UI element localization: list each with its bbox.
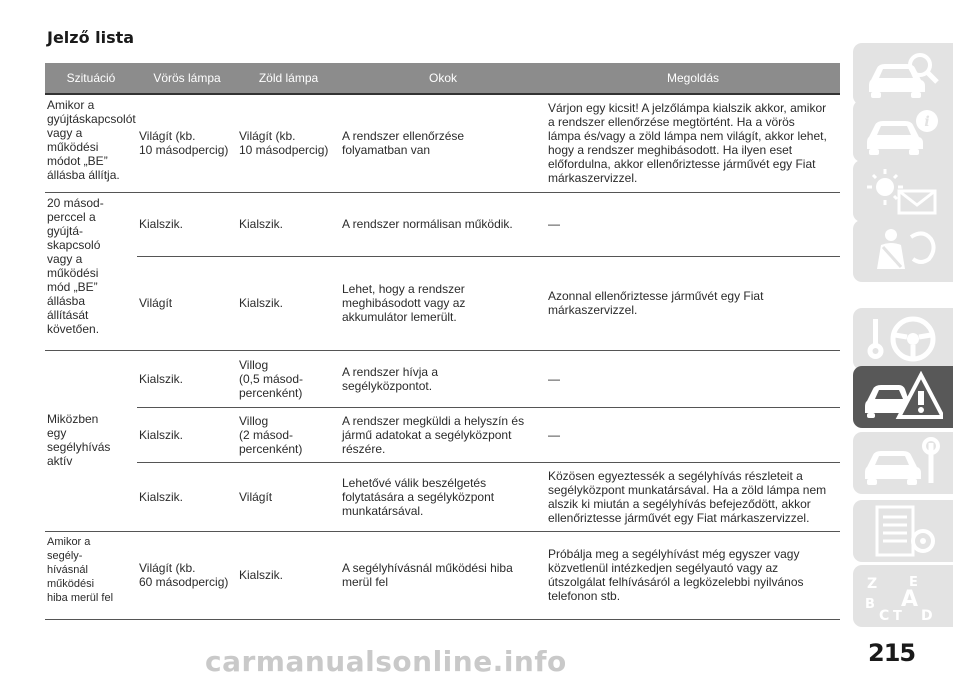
key-steering-wheel-icon bbox=[863, 313, 943, 365]
situation-cell: Amikor a gyújtáskapcsolót vagy a működési módot „BE” állásba állítja. bbox=[45, 94, 137, 193]
solution-cell: Próbálja meg a segélyhívást még egyszer vagy közvetlenül intézkedjen segélyautó vagy az útszolgálat felhívásáról a legközelebbi nyilvános telefonon stb. bbox=[546, 532, 840, 620]
red-lamp-cell: Kialszik. bbox=[137, 351, 237, 408]
watermark: carmanualsonline.info bbox=[205, 645, 567, 678]
tab-safety[interactable] bbox=[853, 220, 953, 282]
index-letter: C bbox=[879, 608, 890, 622]
car-wrench-icon bbox=[863, 437, 943, 489]
tab-car-info[interactable] bbox=[853, 100, 953, 162]
page-number: 215 bbox=[868, 639, 916, 667]
chapter-tabs bbox=[853, 0, 960, 678]
red-lamp-cell: Világít (kb. 10 másodpercig) bbox=[137, 94, 237, 193]
solution-cell: Azonnal ellenőriztesse járművét egy Fiat márkaszervizzel. bbox=[546, 257, 840, 351]
tab-emergency[interactable] bbox=[853, 366, 953, 428]
cause-cell: A rendszer ellenőrzése folyamatban van bbox=[340, 94, 546, 193]
cause-cell: Lehet, hogy a rendszer meghibásodott vagy az akkumulátor lemerült. bbox=[340, 257, 546, 351]
cause-cell: A rendszer normálisan működik. bbox=[340, 193, 546, 257]
car-info-icon bbox=[863, 105, 943, 157]
tab-car-search[interactable] bbox=[853, 43, 953, 105]
table-row bbox=[45, 351, 840, 408]
warning-lights-mail-icon bbox=[863, 165, 943, 217]
green-lamp-cell: Világít (kb. 10 másodpercig) bbox=[237, 94, 340, 193]
header-green-lamp: Zöld lámpa bbox=[237, 63, 340, 94]
index-letter: D bbox=[921, 608, 933, 622]
situation-cell: 20 másod- perccel a gyújtá- skapcsoló vagy a működési mód „BE” állásba állítását követően. bbox=[45, 193, 137, 351]
svg-text:i: i bbox=[924, 114, 930, 130]
solution-cell: — bbox=[546, 408, 840, 463]
tab-service[interactable] bbox=[853, 432, 953, 494]
tab-starting-driving[interactable] bbox=[853, 308, 953, 370]
table-row bbox=[45, 532, 840, 620]
solution-cell: Közösen egyeztessék a segélyhívás részleteit a segélyközpont munkatársával. Ha a zöld lámpa nem alszik ki miután a segélyhívás befejeződött, akkor ellenőriztesse járművét egy Fiat márkaszervizzel. bbox=[546, 463, 840, 532]
specifications-list-icon bbox=[863, 505, 943, 557]
index-letter: B bbox=[865, 597, 875, 612]
index-letter: A bbox=[901, 587, 919, 612]
situation-cell: Amikor a segély- hívásnál működési hiba merül fel bbox=[45, 532, 137, 620]
cause-cell: Lehetővé válik beszélgetés folytatására a segélyközpont munkatársával. bbox=[340, 463, 546, 532]
solution-cell: — bbox=[546, 351, 840, 408]
table-row bbox=[45, 408, 840, 463]
table-row bbox=[45, 193, 840, 257]
index-letter: Z bbox=[867, 576, 878, 592]
tab-warning-lights[interactable] bbox=[853, 160, 953, 222]
cause-cell: A segélyhívásnál működési hiba merül fel bbox=[340, 532, 546, 620]
red-lamp-cell: Világít (kb. 60 másodpercig) bbox=[137, 532, 237, 620]
red-lamp-cell: Kialszik. bbox=[137, 193, 237, 257]
header-red-lamp: Vörös lámpa bbox=[137, 63, 237, 94]
header-causes: Okok bbox=[340, 63, 546, 94]
cause-cell: A rendszer hívja a segélyközpontot. bbox=[340, 351, 546, 408]
solution-cell: — bbox=[546, 193, 840, 257]
situation-cell: Miközben egy segélyhívás aktív bbox=[45, 351, 137, 532]
table-row bbox=[45, 463, 840, 532]
green-lamp-cell: Világít bbox=[237, 463, 340, 532]
green-lamp-cell: Kialszik. bbox=[237, 193, 340, 257]
index-letter: E bbox=[909, 575, 918, 590]
page-title: Jelző lista bbox=[47, 28, 135, 47]
car-magnifier-icon bbox=[863, 48, 943, 100]
seatbelt-airbag-icon bbox=[863, 225, 943, 277]
red-lamp-cell: Kialszik. bbox=[137, 463, 237, 532]
header-solution: Megoldás bbox=[546, 63, 840, 94]
indicator-table bbox=[45, 63, 840, 620]
red-lamp-cell: Világít bbox=[137, 257, 237, 351]
alphabet-index-icon bbox=[863, 570, 943, 622]
table-header-row bbox=[45, 63, 840, 94]
table-row bbox=[45, 94, 840, 193]
green-lamp-cell: Kialszik. bbox=[237, 532, 340, 620]
header-situation: Szituáció bbox=[45, 63, 137, 94]
solution-cell: Várjon egy kicsit! A jelzőlámpa kialszik akkor, amikor a rendszer ellenőrzése megtörtént. Ha a vörös lámpa és/vagy a zöld lámpa nem világít, akkor lehet, hogy a rendszer meghibásodott. Ha ilyen eset előfordulna, akkor ellenőriztesse járművét egy Fiat márkaszervizzel. bbox=[546, 94, 840, 193]
cause-cell: A rendszer megküldi a helyszín és jármű adatokat a segélyközpont részére. bbox=[340, 408, 546, 463]
tab-index[interactable] bbox=[853, 565, 953, 627]
index-letter: T bbox=[893, 609, 902, 622]
red-lamp-cell: Kialszik. bbox=[137, 408, 237, 463]
green-lamp-cell: Villog (2 másod- percenként) bbox=[237, 408, 340, 463]
tab-technical-data[interactable] bbox=[853, 500, 953, 562]
green-lamp-cell: Villog (0,5 másod- percenként) bbox=[237, 351, 340, 408]
car-warning-triangle-icon bbox=[863, 371, 943, 423]
green-lamp-cell: Kialszik. bbox=[237, 257, 340, 351]
table-row bbox=[45, 257, 840, 351]
